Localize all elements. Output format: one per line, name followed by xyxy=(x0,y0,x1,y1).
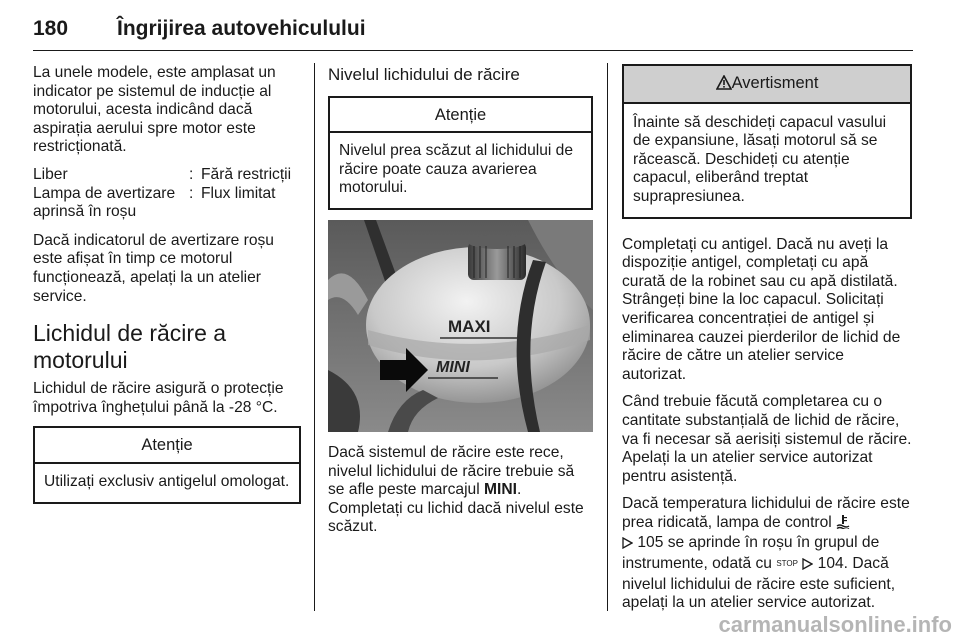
column-middle xyxy=(328,64,593,546)
min-mark-label: MINI xyxy=(436,358,470,376)
refill-paragraph: Completați cu antigel. Dacă nu aveți la dispoziție antigel, completați cu apă curată de la robinet sau cu apă distilată. Strângeți bine la loc capacul. Solicitați verificarea concentrației de antigel și eliminarea cauzei pierderilor de lichid de răcire de către un atelier service autorizat. xyxy=(622,235,901,383)
warning-header xyxy=(624,66,910,104)
column-divider-2 xyxy=(607,63,608,611)
spec-row xyxy=(33,185,301,222)
warning-box xyxy=(622,64,912,219)
page-reference: 104 xyxy=(817,555,844,573)
caution-title: Atenție xyxy=(35,428,299,464)
warning-title: Avertisment xyxy=(731,74,819,92)
max-mark-label: MAXI xyxy=(448,316,491,336)
warning-text: Înainte să deschideți capacul vasului de expansiune, lăsați motorul să se răcească. Deschideți cu atenție capacul, eliberând treptat suprapresiunea. xyxy=(633,113,887,205)
spec-separator: : xyxy=(189,165,194,183)
page-reference: 105 xyxy=(637,534,664,552)
bleed-paragraph: Când trebuie făcută completarea cu o cantitate substanțială de lichid de răcire, va fi necesar să aerisiți sistemul de răcire. Apelați la un atelier service autorizat pentru asistență. xyxy=(622,393,912,485)
caution-box xyxy=(33,426,301,503)
spec-value: Fără restricții xyxy=(201,165,292,183)
spec-value: Flux limitat xyxy=(201,184,276,202)
page-reference-icon xyxy=(802,557,813,576)
refill-text: Completați cu lichid dacă nivelul este scăzut. xyxy=(328,499,584,536)
page-header xyxy=(33,13,913,49)
caution-text: Nivelul prea scăzut al lichidului de răcire poate cauza avarierea motorului. xyxy=(339,142,574,197)
temperature-paragraph: Dacă temperatura lichidului de răcire este prea ridicată, lampa de control 105 se aprinde în roșu în grupul de instrumente, odată cu STOP 104. Dacă nivelul lichidului de răcire este suficient, apelați la un atelier service autorizat. xyxy=(622,495,910,612)
section-paragraph: Lichidul de răcire asigură o protecție împotriva înghețului până la -28 °C. xyxy=(33,380,284,416)
warning-triangle-icon xyxy=(716,75,732,95)
header-divider xyxy=(33,50,913,51)
caution-text: Utilizați exclusiv antigelul omologat. xyxy=(44,472,290,490)
spec-label: Lampa de avertizare aprinsă în roșu xyxy=(33,184,176,221)
coolant-temperature-icon xyxy=(836,514,850,535)
site-watermark: carmanualsonline.info xyxy=(718,612,952,637)
intro-paragraph: La unele modele, este amplasat un indicator pe sistemul de inducție al motorului, acesta indicând dacă aspirația aerului spre motor este restricționată. xyxy=(33,64,276,156)
caution-title: Atenție xyxy=(330,98,591,134)
spec-row xyxy=(33,166,301,185)
page-number: 180 xyxy=(33,17,69,40)
page-reference-icon xyxy=(622,536,633,555)
min-level-paragraph: Dacă sistemul de răcire este rece, nivelul lichidului de răcire trebuie să se afle peste marcajul MINI. Completați cu lichid dacă nivelul este scăzut. xyxy=(328,443,584,536)
column-left xyxy=(33,64,301,514)
warning-lamp-paragraph: Dacă indicatorul de avertizare roșu este afișat în timp ce motorul funcționează, apelați la un atelier service. xyxy=(33,231,274,305)
coolant-reservoir-photo xyxy=(328,220,593,432)
column-right xyxy=(622,64,912,622)
subsection-heading: Nivelul lichidului de răcire xyxy=(328,65,520,84)
coolant-reservoir-illustration xyxy=(328,220,593,432)
chapter-title: Îngrijirea autovehiculului xyxy=(117,17,366,40)
column-divider-1 xyxy=(314,63,315,611)
caution-box xyxy=(328,96,593,210)
spec-label: Liber xyxy=(33,165,68,183)
spec-separator: : xyxy=(189,184,194,202)
stop-indicator-label: STOP xyxy=(776,559,798,569)
section-heading: Lichidul de răcire a motorului xyxy=(33,320,227,374)
mini-mark-word: MINI xyxy=(484,481,517,499)
